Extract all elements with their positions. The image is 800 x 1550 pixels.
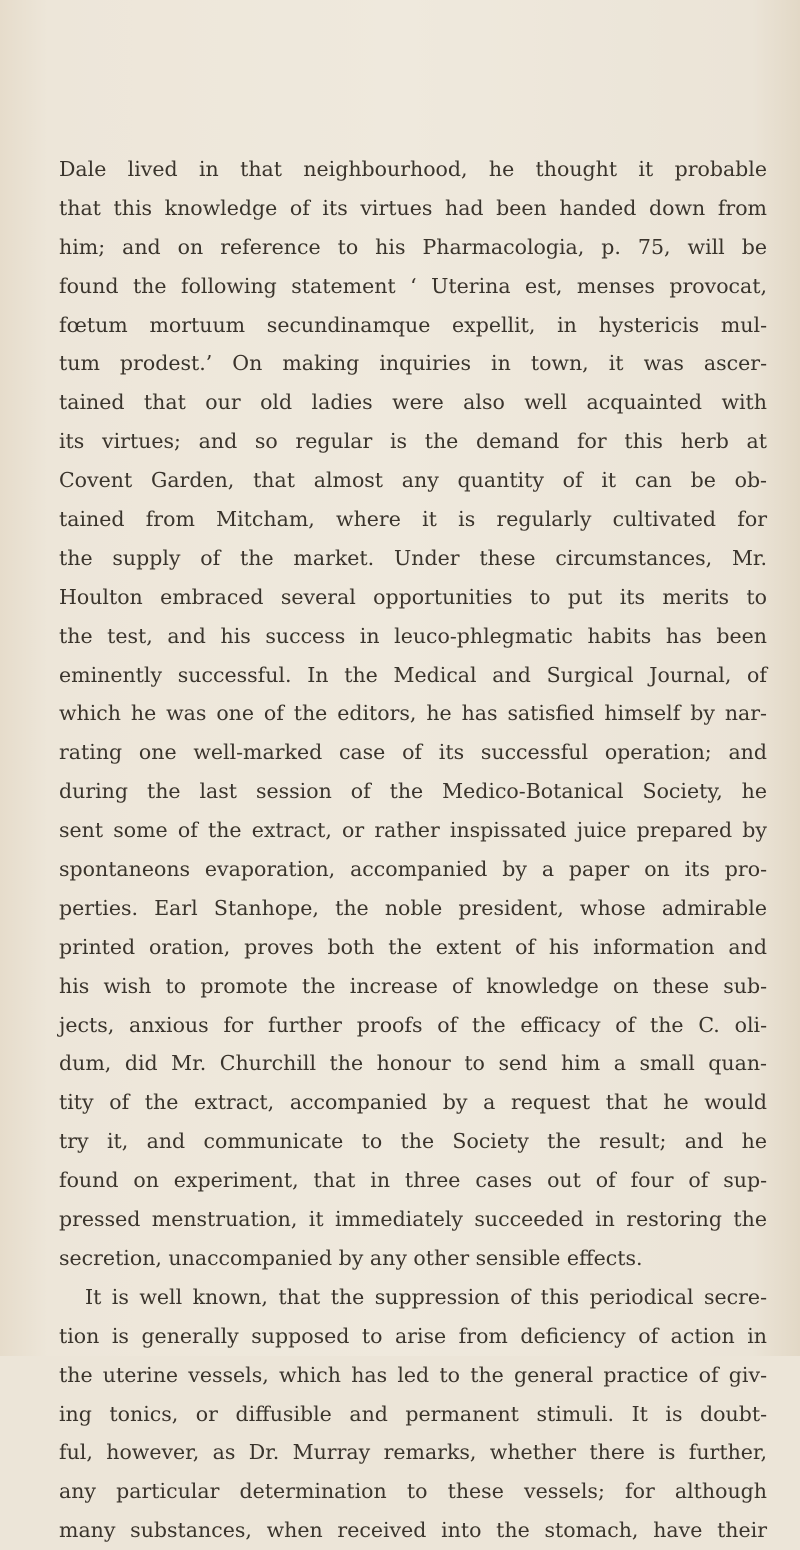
text-line: jects, anxious for further proofs of the efficacy of the C. oli- [59, 1012, 767, 1037]
text-line: which he was one of the editors, he has satisfied himself by nar- [59, 701, 767, 726]
text-line: perties. Earl Stanhope, the noble president, whose admirable [59, 895, 767, 920]
text-line: try it, and communicate to the Society the result; and he [59, 1129, 767, 1154]
text-line: that this knowledge of its virtues had been handed down from [59, 195, 767, 220]
text-line: the uterine vessels, which has led to the general practice of giv- [59, 1362, 767, 1387]
text-line: Dale lived in that neighbourhood, he thought it probable [59, 157, 767, 181]
text-line: rating one well-marked case of its successful operation; and [59, 740, 767, 765]
text-line: any particular determination to these vessels; for although [59, 1479, 767, 1504]
text-line: printed oration, proves both the extent of his information and [59, 934, 767, 959]
text-line: fœtum mortuum secundinamque expellit, in hystericis mul- [59, 312, 767, 337]
text-line: during the last session of the Medico-Botanical Society, he [59, 779, 767, 804]
text-line: pressed menstruation, it immediately succeeded in restoring the [59, 1207, 767, 1232]
text-line: Covent Garden, that almost any quantity of it can be ob- [59, 468, 767, 493]
paragraph-end-line: secretion, unaccompanied by any other sensible effects. [59, 1245, 643, 1270]
text-line: found the following statement ‘ Uterina est, menses provocat, [59, 273, 767, 298]
text-line: the test, and his success in leuco-phlegmatic habits has been [59, 623, 767, 648]
text-line: ing tonics, or diffusible and permanent stimuli. It is doubt- [59, 1401, 767, 1426]
paragraph-start-line: It is well known, that the suppression of this periodical secre- [85, 1284, 767, 1309]
text-line: sent some of the extract, or rather inspissated juice prepared by [59, 818, 767, 843]
text-line: dum, did Mr. Churchill the honour to send him a small quan- [59, 1051, 767, 1076]
text-line: tained that our old ladies were also well acquainted with [59, 390, 767, 415]
text-line: many substances, when received into the stomach, have their [59, 1518, 767, 1543]
text-line: ful, however, as Dr. Murray remarks, whether there is further, [59, 1440, 767, 1465]
text-line: his wish to promote the increase of knowledge on these sub- [59, 973, 767, 998]
text-line: tum prodest.’ On making inquiries in town, it was ascer- [59, 351, 767, 376]
text-line: spontaneons evaporation, accompanied by a paper on its pro- [59, 857, 767, 882]
text-line: him; and on reference to his Pharmacologia, p. 75, will be [59, 234, 767, 259]
text-line: tity of the extract, accompanied by a request that he would [59, 1090, 767, 1115]
text-line: eminently successful. In the Medical and Surgical Journal, of [59, 662, 767, 687]
text-line: Houlton embraced several opportunities to put its merits to [59, 584, 767, 609]
text-line: tained from Mitcham, where it is regularly cultivated for [59, 507, 767, 532]
body-text [59, 150, 767, 1550]
text-line: the supply of the market. Under these circumstances, Mr. [59, 545, 767, 570]
text-line: tion is generally supposed to arise from deficiency of action in [59, 1323, 767, 1348]
text-line: its virtues; and so regular is the demand for this herb at [59, 429, 767, 454]
text-line: found on experiment, that in three cases out of four of sup- [59, 1168, 767, 1193]
